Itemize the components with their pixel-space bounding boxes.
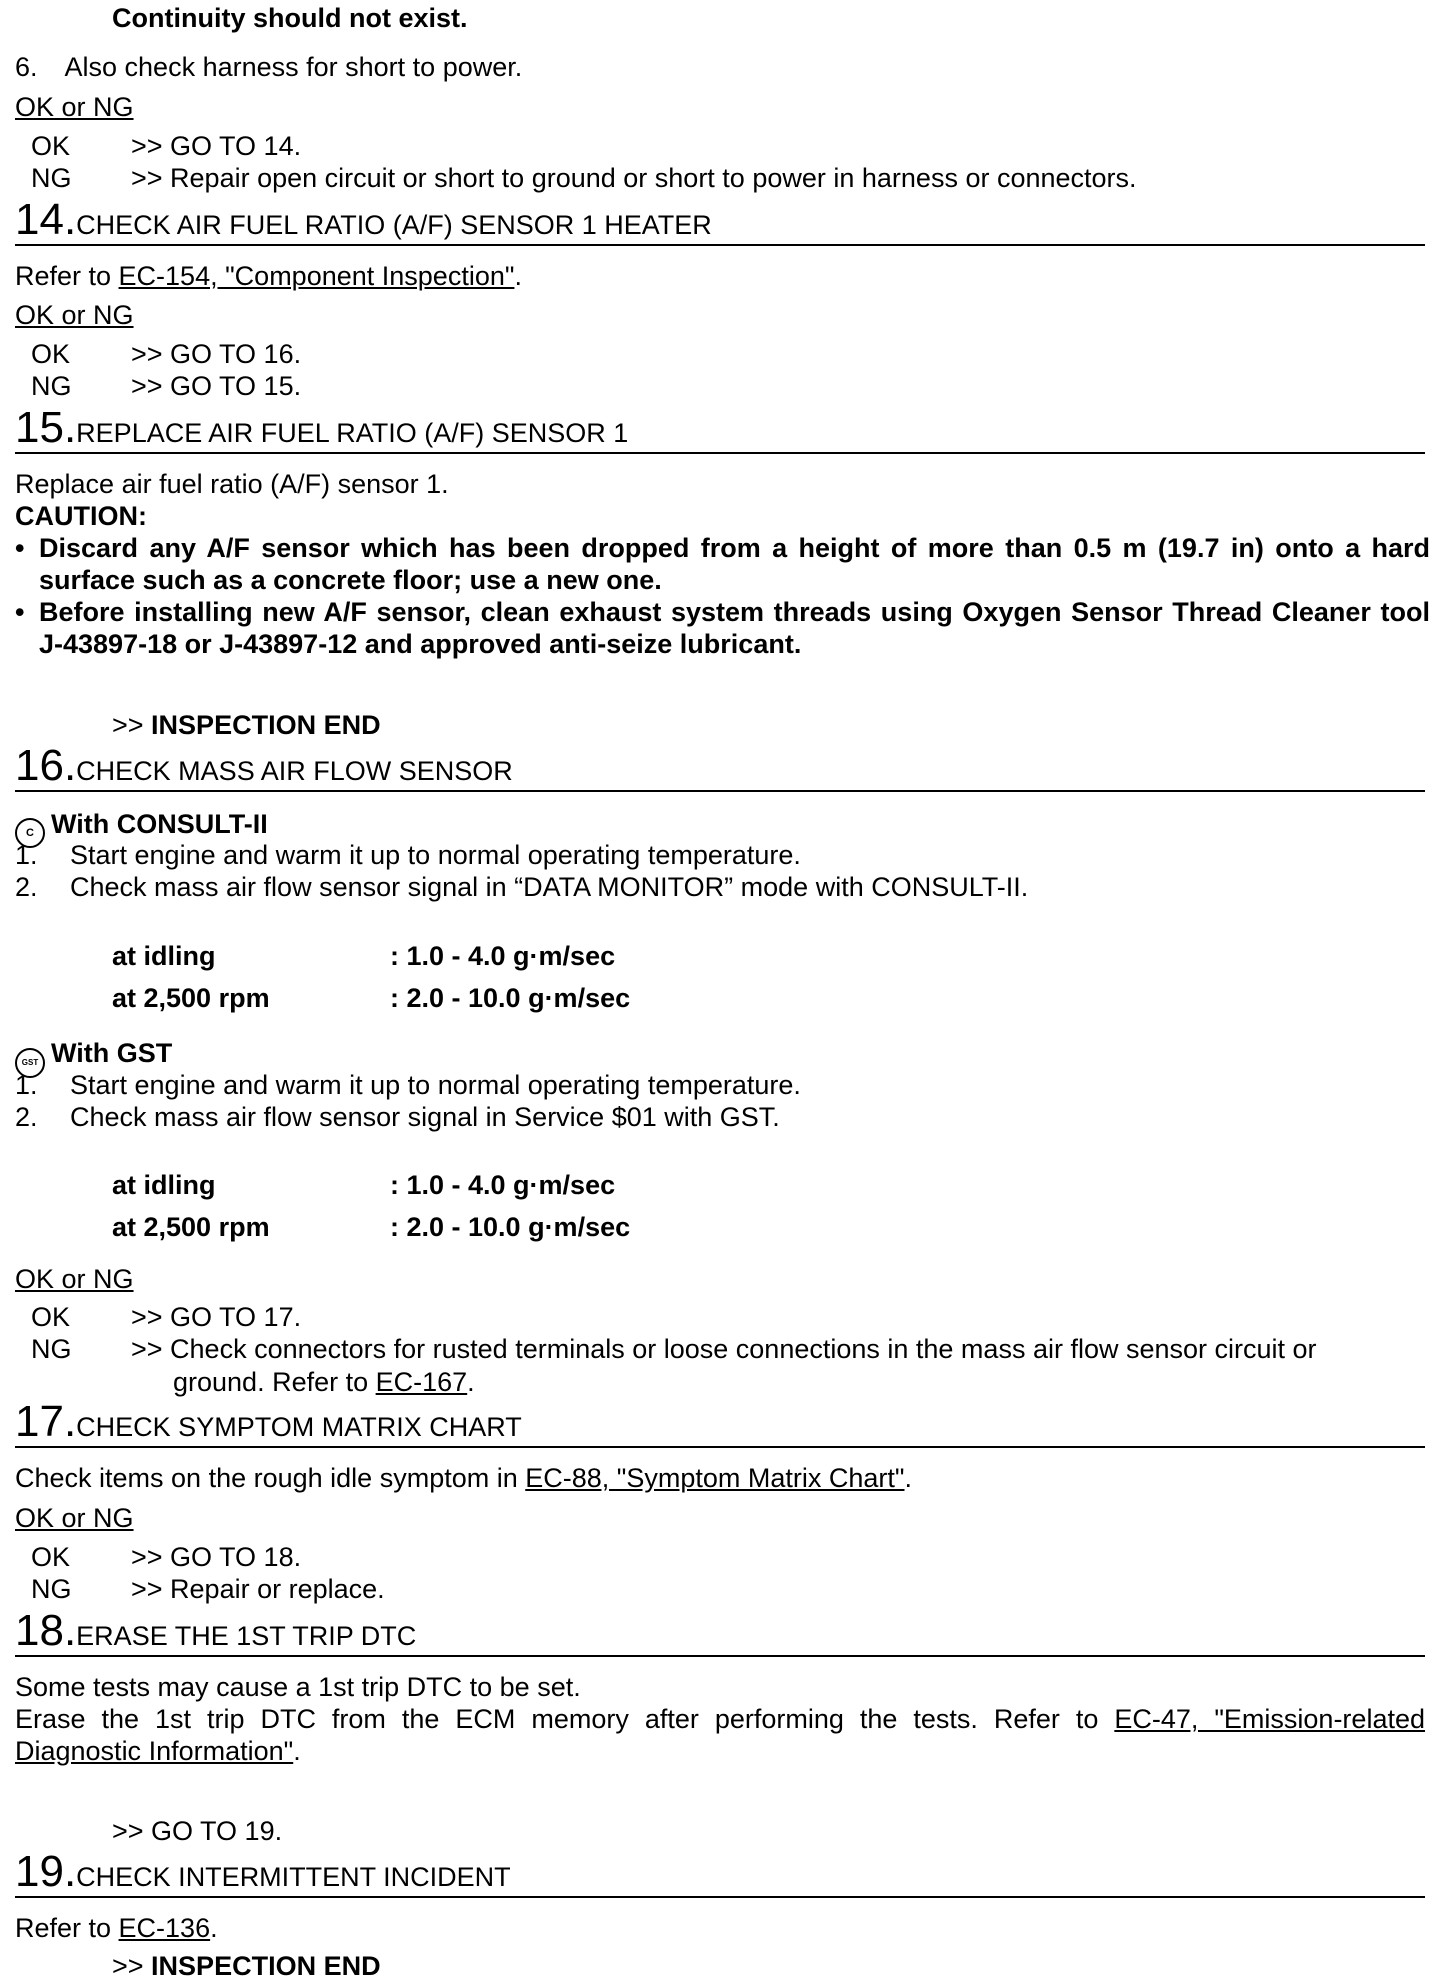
list-item: 1. Start engine and warm it up to normal operating temperature. (15, 1070, 801, 1100)
list-item: 2. Check mass air flow sensor signal in Service $01 with GST. (15, 1102, 780, 1132)
ok-row: OK >> GO TO 16. (31, 339, 302, 369)
inspection-end: >> INSPECTION END (112, 710, 381, 740)
ec-167-link[interactable]: EC-167 (375, 1367, 468, 1397)
ok-row: OK >> GO TO 18. (31, 1542, 302, 1572)
ng-row: NG >> Check connectors for rusted terminals or loose connections in the mass air flow sensor circuit or (31, 1334, 1317, 1364)
inspection-end: >> INSPECTION END (112, 1951, 381, 1981)
ok-or-ng-label: OK or NG (15, 300, 134, 330)
step-18-text-3: Diagnostic Information". (15, 1736, 301, 1766)
ec-47-link-cont[interactable]: Diagnostic Information" (15, 1736, 294, 1766)
step-14-heading: 14.CHECK AIR FUEL RATIO (A/F) SENSOR 1 HEATER (15, 198, 1425, 246)
ok-row: OK >> GO TO 14. (31, 131, 302, 161)
list-item: 1. Start engine and warm it up to normal operating temperature. (15, 840, 801, 870)
goto-19: >> GO TO 19. (112, 1816, 283, 1846)
consult-heading: C With CONSULT-II (15, 808, 268, 848)
step-16-heading: 16.CHECK MASS AIR FLOW SENSOR (15, 744, 1425, 792)
spec-idle: at idling : 1.0 - 4.0 g·m/sec (112, 1170, 616, 1200)
ok-or-ng-label: OK or NG (15, 1503, 134, 1533)
ok-or-ng-label: OK or NG (15, 1264, 134, 1294)
item-6: 6. Also check harness for short to power. (15, 52, 523, 82)
gst-heading: GST With GST (15, 1037, 172, 1078)
step-17-text: Check items on the rough idle symptom in EC-88, "Symptom Matrix Chart". (15, 1463, 913, 1493)
ok-row: OK >> GO TO 17. (31, 1302, 302, 1332)
ec-47-link[interactable]: EC-47, "Emission-related (1114, 1704, 1425, 1734)
spec-idle: at idling : 1.0 - 4.0 g·m/sec (112, 941, 616, 971)
step-19-heading: 19.CHECK INTERMITTENT INCIDENT (15, 1850, 1425, 1898)
continuity-note: Continuity should not exist. (112, 3, 468, 33)
caution-label: CAUTION: (15, 501, 147, 531)
ec-154-link[interactable]: EC-154, "Component Inspection" (118, 261, 515, 291)
caution-bullet-1: • Discard any A/F sensor which has been dropped from a height of more than 0.5 m (19.7 in) onto a hard surface such as a concrete floor; use a new one. (15, 533, 1430, 595)
step-17-heading: 17.CHECK SYMPTOM MATRIX CHART (15, 1400, 1425, 1448)
ng-row-cont: ground. Refer to EC-167. (173, 1367, 475, 1397)
spec-2500: at 2,500 rpm : 2.0 - 10.0 g·m/sec (112, 1212, 631, 1242)
ng-row: NG >> GO TO 15. (31, 371, 302, 401)
ng-row: NG >> Repair or replace. (31, 1574, 385, 1604)
step-19-text: Refer to EC-136. (15, 1913, 218, 1943)
caution-bullet-2: • Before installing new A/F sensor, clean exhaust system threads using Oxygen Sensor Thread Cleaner tool J-43897-18 or J-43897-12 and approved anti-seize lubricant. (15, 597, 1430, 659)
ec-88-link[interactable]: EC-88, "Symptom Matrix Chart" (525, 1463, 905, 1493)
step-18-text-1: Some tests may cause a 1st trip DTC to be set. (15, 1672, 581, 1702)
consult-icon: C (15, 818, 45, 848)
gst-icon: GST (15, 1048, 45, 1078)
list-item: 2. Check mass air flow sensor signal in “DATA MONITOR” mode with CONSULT-II. (15, 872, 1029, 902)
step-18-text-2: Erase the 1st trip DTC from the ECM memory after performing the tests. Refer to EC-47, "Emission-related (15, 1704, 1425, 1734)
step-14-refer: Refer to EC-154, "Component Inspection". (15, 261, 522, 291)
step-15-text: Replace air fuel ratio (A/F) sensor 1. (15, 469, 449, 499)
ec-136-link[interactable]: EC-136 (118, 1913, 211, 1943)
step-18-heading: 18.ERASE THE 1ST TRIP DTC (15, 1609, 1425, 1657)
ok-or-ng-label: OK or NG (15, 92, 134, 122)
ng-row: NG >> Repair open circuit or short to ground or short to power in harness or connectors. (31, 163, 1137, 193)
step-15-heading: 15.REPLACE AIR FUEL RATIO (A/F) SENSOR 1 (15, 406, 1425, 454)
spec-2500: at 2,500 rpm : 2.0 - 10.0 g·m/sec (112, 983, 631, 1013)
